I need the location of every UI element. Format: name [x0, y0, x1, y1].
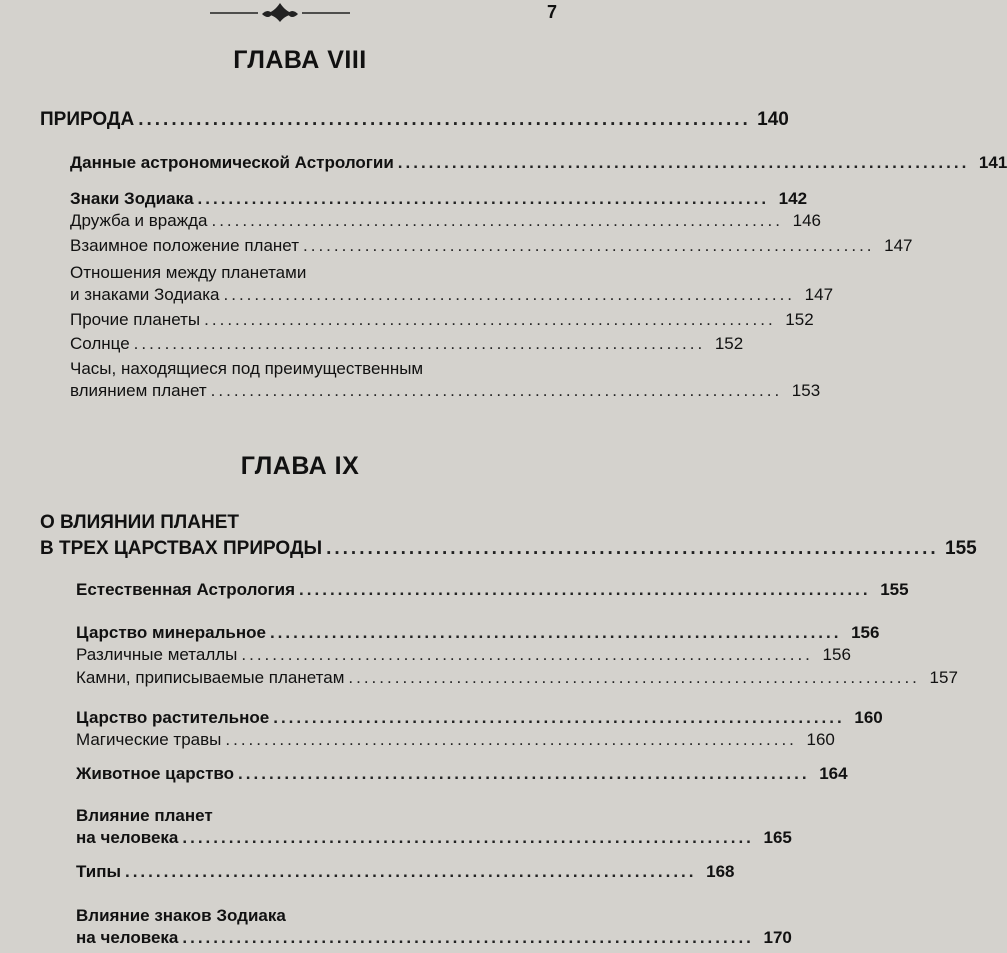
toc-entry-text: Естественная Астрология: [76, 580, 296, 599]
toc-entry: [70, 236, 913, 256]
toc-page-number: 168: [706, 862, 735, 881]
toc-entry-text: влиянием планет: [70, 381, 207, 400]
toc-page-number: 147: [804, 285, 834, 304]
toc-page-number: 160: [854, 708, 883, 727]
toc-entry-text: Дружба и вражда: [70, 211, 208, 230]
leader-dots: ..........................................................................: [303, 236, 875, 255]
toc-entry-text: Царство минеральное: [76, 623, 266, 642]
toc-entry-text: О ВЛИЯНИИ ПЛАНЕТ: [40, 512, 239, 533]
toc-entry-text: и знаками Зодиака: [70, 285, 220, 304]
toc-entry: [76, 580, 909, 600]
toc-entry-text: на человека: [76, 928, 179, 947]
toc-entry-text: Отношения между планетами: [70, 263, 307, 282]
toc-entry: [70, 310, 814, 330]
toc-entry: [76, 708, 883, 728]
toc-entry: [70, 263, 834, 305]
toc-entry-text: Прочие планеты: [70, 310, 201, 329]
leader-dots: ..........................................................................: [124, 862, 697, 881]
toc-entry: [76, 623, 880, 643]
leader-dots: ..........................................................................: [133, 334, 706, 353]
toc-entry-text: Царство растительное: [76, 708, 270, 727]
leader-dots: ..........................................................................: [204, 310, 776, 329]
toc-page-number: 140: [757, 109, 789, 130]
toc-entry: [76, 862, 735, 882]
toc-entry: [70, 359, 821, 401]
toc-page-number: 153: [791, 381, 821, 400]
toc-entry-text: ПРИРОДА: [40, 109, 135, 130]
toc-entry: [76, 764, 848, 784]
toc-entry: [40, 511, 977, 561]
toc-entry-text: Солнце: [70, 334, 130, 353]
chapter-title: ГЛАВА VIII: [233, 46, 367, 74]
toc-entry-text: Влияние планет: [76, 806, 213, 825]
toc-entry: [76, 906, 792, 948]
leader-dots: ..........................................................................: [273, 708, 845, 727]
toc-entry-text: Типы: [76, 862, 121, 881]
leader-dots: ..........................................................................: [238, 764, 810, 783]
toc-entry: [70, 211, 821, 231]
toc-entry-text: Камни, приписываемые планетам: [76, 668, 345, 687]
page-number: 7: [547, 2, 558, 22]
toc-entry-text: Часы, находящиеся под преимущественным: [70, 359, 424, 378]
leader-dots: ..........................................................................: [211, 211, 783, 230]
toc-entry-text: В ТРЕХ ЦАРСТВАХ ПРИРОДЫ: [40, 538, 323, 559]
toc-page-number: 141: [978, 153, 1007, 172]
chapter-title: ГЛАВА IX: [240, 452, 360, 480]
leader-dots: ..........................................................................: [197, 189, 770, 208]
toc-entry: [40, 108, 789, 132]
toc-page-number: 155: [945, 538, 977, 559]
toc-entry-text: Взаимное положение планет: [70, 236, 299, 255]
leader-dots: ..........................................................................: [182, 828, 754, 847]
leader-dots: ..........................................................................: [223, 285, 796, 304]
header-ornament-icon: [210, 0, 350, 24]
toc-page-number: 152: [785, 310, 814, 329]
toc-page-number: 142: [778, 189, 808, 208]
toc-page-number: 160: [806, 730, 835, 749]
leader-dots: ..........................................................................: [182, 928, 754, 947]
toc-entry: [70, 334, 744, 354]
toc-page-number: 156: [851, 623, 880, 642]
leader-dots: ..........................................................................: [225, 730, 797, 749]
toc-entry-text: Животное царство: [76, 764, 235, 783]
toc-entry: [70, 189, 808, 209]
toc-page-number: 155: [880, 580, 909, 599]
toc-entry-text: Различные металлы: [76, 645, 238, 664]
leader-dots: ..........................................................................: [299, 580, 871, 599]
leader-dots: ..........................................................................: [241, 645, 813, 664]
leader-dots: ..........................................................................: [210, 381, 783, 400]
toc-entry: [76, 806, 792, 848]
toc-page-number: 157: [929, 668, 958, 687]
toc-entry-text: Магические травы: [76, 730, 222, 749]
toc-entry-text: на человека: [76, 828, 179, 847]
leader-dots: ..........................................................................: [348, 668, 920, 687]
toc-entry: [76, 668, 958, 688]
toc-page-number: 164: [819, 764, 848, 783]
toc-entry-text: Влияние знаков Зодиака: [76, 906, 286, 925]
toc-page-number: 152: [714, 334, 744, 353]
toc-entry: [76, 645, 851, 665]
toc-page-number: 147: [884, 236, 913, 255]
leader-dots: ..........................................................................: [326, 538, 939, 559]
toc-page-number: 165: [763, 828, 792, 847]
leader-dots: ..........................................................................: [269, 623, 842, 642]
toc-entry-text: Знаки Зодиака: [70, 189, 194, 208]
toc-entry: [70, 153, 1007, 173]
toc-entry-text: Данные астрономической Астрологии: [70, 153, 394, 172]
leader-dots: ..........................................................................: [138, 109, 751, 130]
toc-page-number: 156: [822, 645, 851, 664]
toc-page-number: 146: [792, 211, 821, 230]
toc-page-number: 170: [763, 928, 792, 947]
toc-entry: [76, 730, 835, 750]
leader-dots: ..........................................................................: [397, 153, 970, 172]
